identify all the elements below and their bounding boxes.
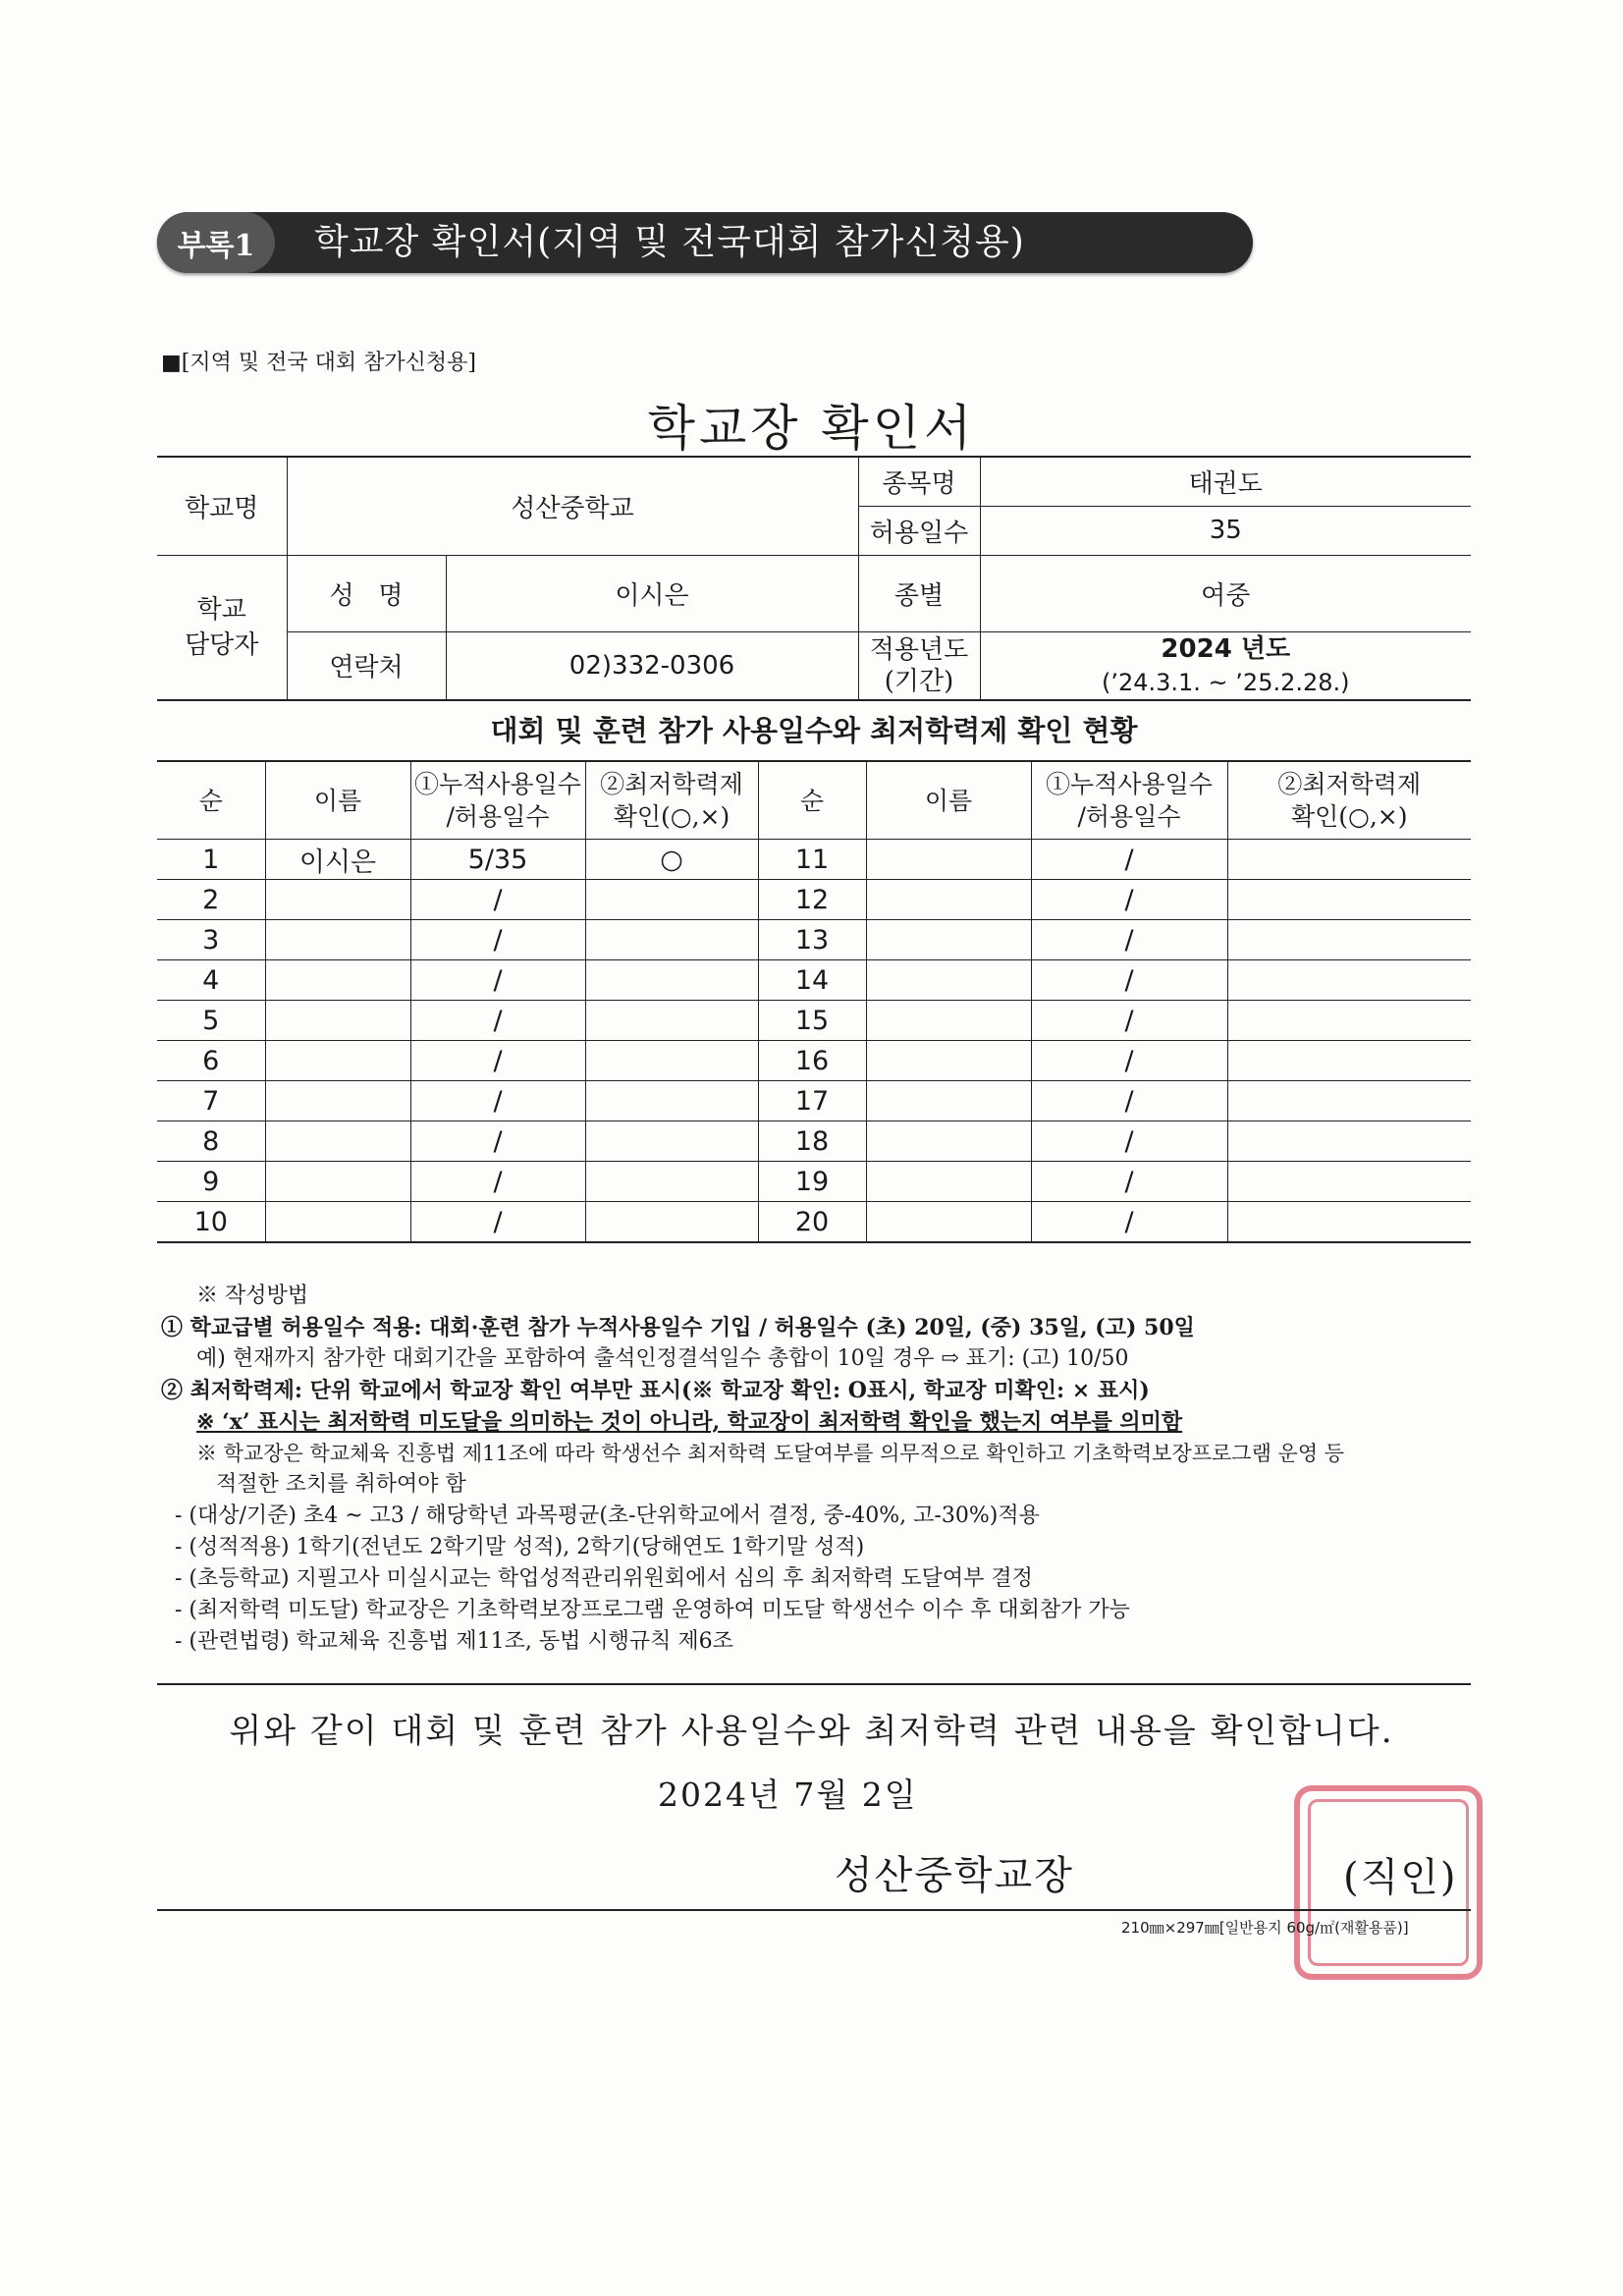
note-1: ① 학교급별 허용일수 적용: 대회·훈련 참가 누적사용일수 기입 / 허용일수 (초) 20일, (중) 35일, (고) 50일 [161, 1315, 1195, 1340]
cell-n: 20 [758, 1202, 866, 1243]
period-value: (’24.3.1. ~ ’25.2.28.) [1101, 668, 1350, 696]
cell-check [1227, 1202, 1471, 1243]
allowed-days-label: 허용일수 [858, 506, 980, 555]
cell-name [265, 1081, 410, 1121]
divider [157, 1683, 1471, 1685]
name-label: 성 명 [287, 555, 446, 631]
header-no: 순 [758, 761, 866, 840]
appendix-title: 학교장 확인서(지역 및 전국대회 참가신청용) [314, 222, 1025, 262]
cell-days: / [410, 1001, 585, 1041]
table-row [157, 920, 1471, 960]
category-label: 종별 [858, 555, 980, 631]
year-cell [980, 631, 1471, 700]
table-row [157, 1041, 1471, 1081]
note-2-a: ※ ‘x’ 표시는 최저학력 미도달을 의미하는 것이 아니라, 학교장이 최저학력 확인을 했는지 여부를 의미함 [196, 1409, 1183, 1435]
cell-n: 5 [157, 1001, 265, 1041]
school-label: 학교명 [157, 457, 287, 555]
appendix-tag: 부록1 [157, 212, 275, 273]
cell-check [585, 1202, 758, 1243]
roster-body [157, 840, 1471, 1243]
header-days: ①누적사용일수 /허용일수 [410, 761, 585, 840]
name-value: 이시은 [446, 555, 858, 631]
cell-check [1227, 1041, 1471, 1081]
header-days: ①누적사용일수 /허용일수 [1031, 761, 1227, 840]
cell-name [265, 920, 410, 960]
contact-label: 연락처 [287, 631, 446, 700]
table-row [157, 960, 1471, 1001]
cell-days: / [410, 1041, 585, 1081]
header-name: 이름 [866, 761, 1031, 840]
footer-divider [157, 1909, 1471, 1911]
cell-n: 3 [157, 920, 265, 960]
cell-name [866, 1041, 1031, 1081]
cell-check: ○ [585, 840, 758, 880]
contact-value: 02)332-0306 [446, 631, 858, 700]
cell-n: 6 [157, 1041, 265, 1081]
cell-name [866, 1162, 1031, 1202]
cell-check [1227, 1081, 1471, 1121]
cell-n: 4 [157, 960, 265, 1001]
cell-name [265, 1001, 410, 1041]
cell-n: 17 [758, 1081, 866, 1121]
section-title: 대회 및 훈련 참가 사용일수와 최저학력제 확인 현황 [490, 714, 1138, 747]
cell-name [866, 1001, 1031, 1041]
table-row [157, 1202, 1471, 1243]
cell-days: / [410, 1162, 585, 1202]
cell-check [585, 920, 758, 960]
cell-n: 7 [157, 1081, 265, 1121]
cell-check [585, 1162, 758, 1202]
cell-days: / [1031, 1162, 1227, 1202]
cell-check [1227, 1121, 1471, 1162]
header-name: 이름 [265, 761, 410, 840]
cell-name [866, 840, 1031, 880]
cell-days: / [410, 1081, 585, 1121]
cell-days: / [410, 1202, 585, 1243]
cell-check [1227, 1162, 1471, 1202]
cell-check [585, 1081, 758, 1121]
table-row [157, 1121, 1471, 1162]
cell-name [265, 1162, 410, 1202]
instructions [161, 1281, 1496, 1658]
cell-n: 2 [157, 880, 265, 920]
event-label: 종목명 [858, 457, 980, 506]
cell-n: 1 [157, 840, 265, 880]
cell-check [585, 1121, 758, 1162]
table-row [157, 880, 1471, 920]
note-1-example: 예) 현재까지 참가한 대회기간을 포함하여 출석인정결석일수 총합이 10일 경우 ⇨ 표기: (고) 10/50 [196, 1346, 1129, 1371]
cell-n: 12 [758, 880, 866, 920]
cell-n: 13 [758, 920, 866, 960]
year-value: 2024 년도 [1161, 633, 1291, 664]
event-value: 태권도 [980, 457, 1471, 506]
note-2-b: ※ 학교장은 학교체육 진흥법 제11조에 따라 학생선수 최저학력 도달여부를 의무적으로 확인하고 기초학력보장프로그램 운영 등 [196, 1442, 1345, 1465]
cell-name [866, 1121, 1031, 1162]
table-row [157, 840, 1471, 880]
cell-days: / [1031, 880, 1227, 920]
school-info-table [157, 456, 1471, 701]
participation-table [157, 760, 1471, 1243]
cell-name [265, 1121, 410, 1162]
cell-check [585, 880, 758, 920]
cell-check [585, 960, 758, 1001]
school-value: 성산중학교 [287, 457, 858, 555]
header-no: 순 [157, 761, 265, 840]
cell-n: 8 [157, 1121, 265, 1162]
cell-n: 19 [758, 1162, 866, 1202]
cell-days: / [1031, 1121, 1227, 1162]
detail-4: - (최저학력 미도달) 학교장은 기초학력보장프로그램 운영하여 미도달 학생선수 이수 후 대회참가 가능 [175, 1598, 1130, 1622]
cell-name [265, 880, 410, 920]
note-2-b-cont: 적절한 조치를 취하여야 함 [216, 1472, 466, 1497]
cell-name [866, 1202, 1031, 1243]
cell-days: / [1031, 960, 1227, 1001]
manager-label: 학교 담당자 [157, 555, 287, 700]
cell-check [1227, 880, 1471, 920]
cell-name [866, 1081, 1031, 1121]
confirmation-text: 위와 같이 대회 및 훈련 참가 사용일수와 최저학력 관련 내용을 확인합니다. [229, 1712, 1394, 1751]
cell-days: / [1031, 920, 1227, 960]
cell-days: 5/35 [410, 840, 585, 880]
cell-days: / [1031, 840, 1227, 880]
cell-days: / [1031, 1081, 1227, 1121]
cell-n: 9 [157, 1162, 265, 1202]
cell-n: 16 [758, 1041, 866, 1081]
paper-spec: 210㎜×297㎜[일반용지 60g/㎡(재활용품)] [1121, 1919, 1409, 1937]
header-check: ②최저학력제 확인(○,×) [585, 761, 758, 840]
cell-name [866, 920, 1031, 960]
seal-mark: (직인) [1343, 1855, 1458, 1900]
cell-name [866, 960, 1031, 1001]
table-row [157, 1001, 1471, 1041]
cell-days: / [1031, 1001, 1227, 1041]
cell-name [265, 1202, 410, 1243]
cell-n: 14 [758, 960, 866, 1001]
signer-title: 성산중학교장 [835, 1853, 1074, 1898]
cell-days: / [410, 920, 585, 960]
detail-2: - (성적적용) 1학기(전년도 2학기말 성적), 2학기(당해연도 1학기말 성적) [175, 1535, 865, 1559]
cell-n: 11 [758, 840, 866, 880]
cell-n: 18 [758, 1121, 866, 1162]
cell-n: 15 [758, 1001, 866, 1041]
cell-check [585, 1001, 758, 1041]
document-title: 학교장 확인서 [647, 400, 976, 457]
cell-name: 이시은 [265, 840, 410, 880]
cell-check [1227, 960, 1471, 1001]
notes-heading: ※ 작성방법 [196, 1284, 309, 1308]
year-label: 적용년도 (기간) [858, 631, 980, 700]
cell-n: 10 [157, 1202, 265, 1243]
header-check: ②최저학력제 확인(○,×) [1227, 761, 1471, 840]
cell-name [265, 1041, 410, 1081]
cell-check [1227, 920, 1471, 960]
cell-days: / [410, 960, 585, 1001]
subheading: ■[지역 및 전국 대회 참가신청용] [161, 351, 476, 375]
detail-1: - (대상/기준) 초4 ~ 고3 / 해당학년 과목평균(초-단위학교에서 결정, 중-40%, 고-30%)적용 [175, 1503, 1040, 1528]
cell-name [866, 880, 1031, 920]
table-row [157, 1162, 1471, 1202]
cell-check [1227, 1001, 1471, 1041]
table-header-row [157, 761, 1471, 840]
cell-days: / [1031, 1202, 1227, 1243]
detail-3: - (초등학교) 지필고사 미실시교는 학업성적관리위원회에서 심의 후 최저학력 도달여부 결정 [175, 1566, 1033, 1591]
cell-check [585, 1041, 758, 1081]
cell-days: / [410, 880, 585, 920]
detail-5: - (관련법령) 학교체육 진흥법 제11조, 동법 시행규칙 제6조 [175, 1629, 733, 1654]
issue-date: 2024년 7월 2일 [658, 1776, 918, 1814]
table-row [157, 1081, 1471, 1121]
cell-days: / [1031, 1041, 1227, 1081]
allowed-days-value: 35 [980, 506, 1471, 555]
appendix-banner [157, 212, 1253, 273]
cell-name [265, 960, 410, 1001]
cell-days: / [410, 1121, 585, 1162]
category-value: 여중 [980, 555, 1471, 631]
note-2: ② 최저학력제: 단위 학교에서 학교장 확인 여부만 표시(※ 학교장 확인: O표시, 학교장 미확인: × 표시) [161, 1378, 1150, 1403]
cell-check [1227, 840, 1471, 880]
